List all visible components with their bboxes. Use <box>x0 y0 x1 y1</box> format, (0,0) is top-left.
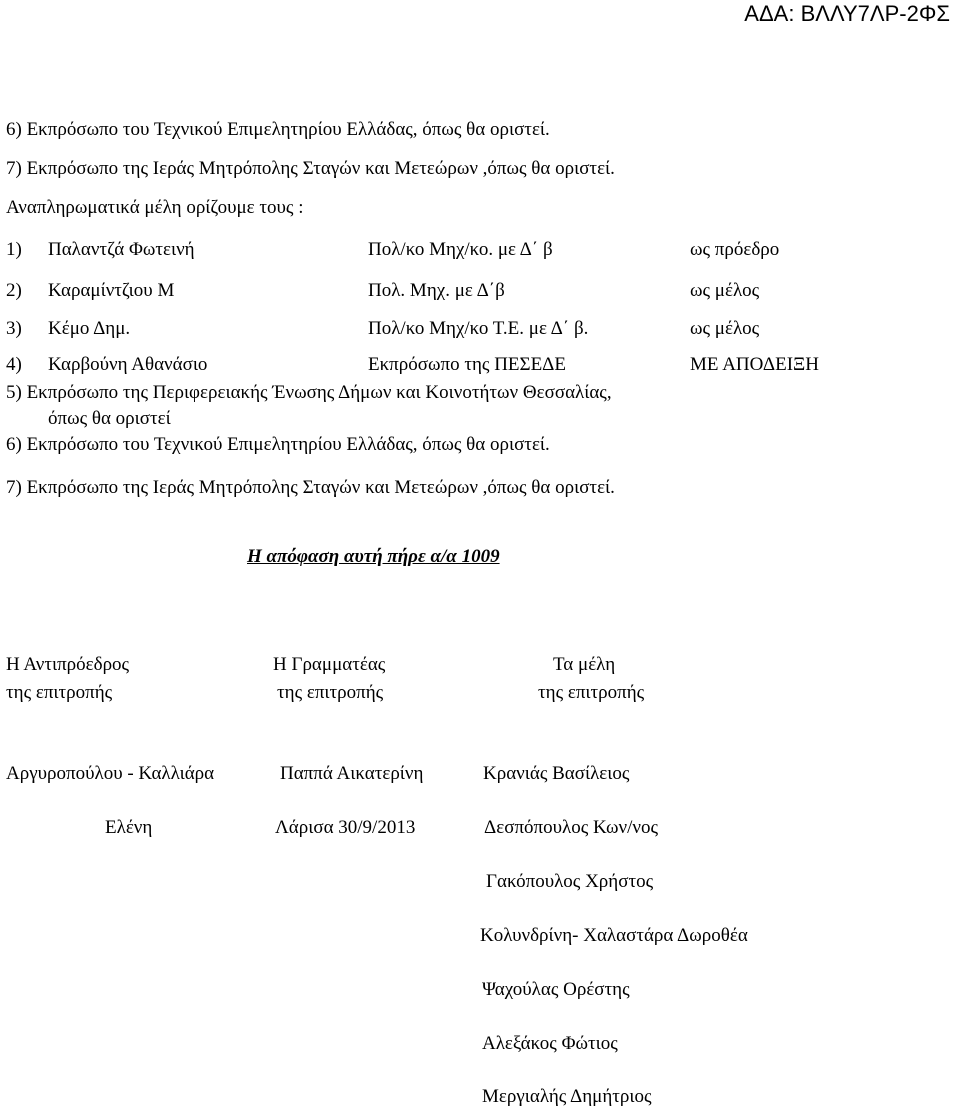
place-date: Λάρισα 30/9/2013 <box>275 817 416 838</box>
vice-chair-committee: της επιτροπής <box>6 682 113 703</box>
alternate-name: Καρβούνη Αθανάσιο <box>48 354 208 375</box>
alternate-role: ως μέλος <box>690 280 760 301</box>
secretary-title: Η Γραμματέας <box>273 654 386 675</box>
top-item-7: 7) Εκπρόσωπο της Ιεράς Μητρόπολης Σταγών και Μετεώρων ,όπως θα οριστεί. <box>6 158 615 179</box>
alternate-specialty: Πολ/κο Μηχ/κο Τ.Ε. με Δ΄ β. <box>368 318 589 339</box>
alternate-specialty: Πολ. Μηχ. με Δ΄β <box>368 280 505 301</box>
alternate-name: Παλαντζά Φωτεινή <box>48 239 195 260</box>
member-name: Αλεξάκος Φώτιος <box>482 1033 618 1054</box>
top-item-6: 6) Εκπρόσωπο του Τεχνικού Επιμελητηρίου Ελλάδας, όπως θα οριστεί. <box>6 119 550 140</box>
document-ada-code: ΑΔΑ: ΒΛΛΥ7ΛΡ-2ΦΣ <box>744 1 950 26</box>
alternate-number: 2) <box>6 280 22 301</box>
member-name: Μεργιαλής Δημήτριος <box>482 1086 652 1107</box>
alternate-number: 1) <box>6 239 22 260</box>
alternate-number: 3) <box>6 318 22 339</box>
alternate-item-5: 5) Εκπρόσωπο της Περιφερειακής Ένωσης Δήμων και Κοινοτήτων Θεσσαλίας, <box>6 382 612 403</box>
vice-chair-title: Η Αντιπρόεδρος <box>6 654 130 675</box>
secretary-name: Παππά Αικατερίνη <box>280 763 424 784</box>
alternate-item-5-continuation: όπως θα οριστεί <box>48 408 171 429</box>
vice-chair-name-continuation: Ελένη <box>105 817 153 838</box>
member-name: Κολυνδρίνη- Χαλαστάρα Δωροθέα <box>480 925 748 946</box>
member-name: Κρανιάς Βασίλειος <box>483 763 630 784</box>
members-title: Τα μέλη <box>553 654 616 675</box>
alternate-role: ΜΕ ΑΠΟΔΕΙΞΗ <box>690 354 819 375</box>
secretary-committee: της επιτροπής <box>277 682 384 703</box>
alternate-number: 4) <box>6 354 22 375</box>
member-name: Γακόπουλος Χρήστος <box>486 871 654 892</box>
member-name: Δεσπόπουλος Κων/νος <box>484 817 659 838</box>
alternate-item-6: 6) Εκπρόσωπο του Τεχνικού Επιμελητηρίου Ελλάδας, όπως θα οριστεί. <box>6 434 550 455</box>
decision-statement: Η απόφαση αυτή πήρε α/α 1009 <box>247 546 500 567</box>
members-committee: της επιτροπής <box>538 682 645 703</box>
alternate-item-7: 7) Εκπρόσωπο της Ιεράς Μητρόπολης Σταγών και Μετεώρων ,όπως θα οριστεί. <box>6 477 615 498</box>
alternate-specialty: Εκπρόσωπο της ΠΕΣΕΔΕ <box>368 354 567 375</box>
alternate-name: Κέμο Δημ. <box>48 318 131 339</box>
alternate-role: ως μέλος <box>690 318 760 339</box>
alternates-heading: Αναπληρωματικά μέλη ορίζουμε τους : <box>6 197 304 218</box>
vice-chair-name: Αργυροπούλου - Καλλιάρα <box>6 763 215 784</box>
member-name: Ψαχούλας Ορέστης <box>482 979 630 1000</box>
alternate-role: ως πρόεδρο <box>690 239 780 260</box>
alternate-name: Καραμίντζιου Μ <box>48 280 175 301</box>
alternate-specialty: Πολ/κο Μηχ/κο. με Δ΄ β <box>368 239 553 260</box>
